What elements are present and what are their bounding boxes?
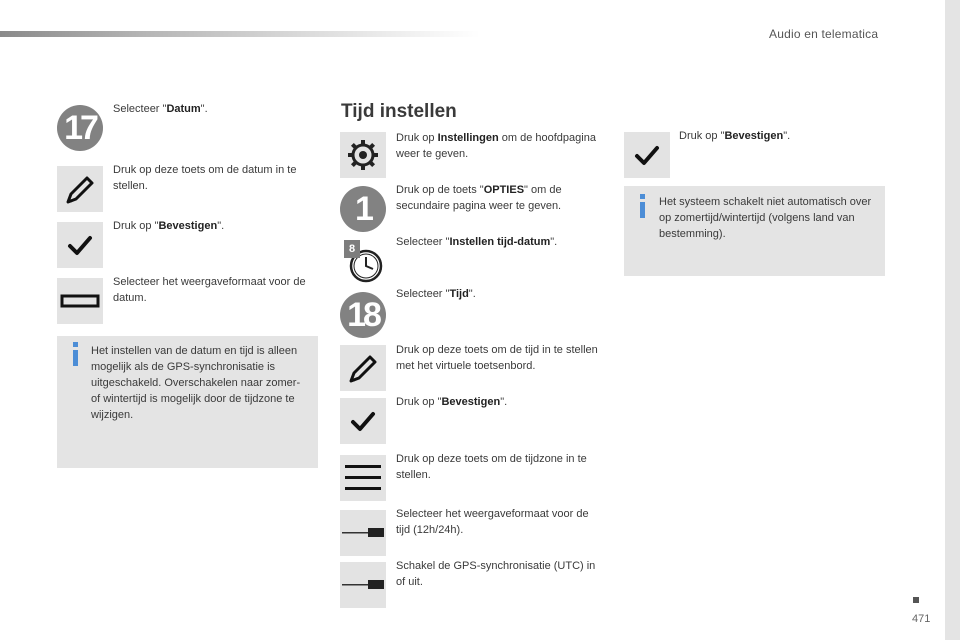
- page-number: 471: [912, 613, 931, 625]
- step-17-badge: 17: [57, 105, 103, 151]
- options-text: Druk op de toets "OPTIES" om de secundaire pagina weer te geven.: [396, 184, 562, 212]
- pencil-icon: [63, 172, 97, 206]
- settings-text: Druk op Instellingen om de hoofdpagina weer te geven.: [396, 132, 596, 160]
- info-icon: [640, 202, 645, 218]
- time-set-text: Druk op deze toets om de tijd in te stellen met het virtuele toetsenbord.: [396, 344, 598, 372]
- menu-number-badge: 8: [344, 240, 360, 258]
- step-17-text: Selecteer "Datum".: [113, 103, 208, 115]
- date-format-text: Selecteer het weergaveformaat voor de datum.: [113, 276, 306, 304]
- timezone-text: Druk op deze toets om de tijdzone in te stellen.: [396, 453, 587, 481]
- section-title: Tijd instellen: [341, 101, 457, 122]
- toggle-icon: [341, 527, 385, 539]
- list-icon: [344, 463, 382, 493]
- confirm-button[interactable]: [57, 222, 103, 268]
- checkmark-icon: [634, 144, 660, 166]
- page-marker: [913, 597, 919, 603]
- step-18-badge: 18: [340, 292, 386, 338]
- settings-button[interactable]: [340, 132, 386, 178]
- step-1-badge: 1: [340, 186, 386, 232]
- confirm-final-button[interactable]: [624, 132, 670, 178]
- time-format-text: Selecteer het weergaveformaat voor de tijd (12h/24h).: [396, 508, 589, 536]
- select-time-date-text: Selecteer "Instellen tijd-datum".: [396, 236, 558, 248]
- time-info-text: Het systeem schakelt niet automatisch over op zomertijd/wintertijd (volgens land van bestemming).: [659, 196, 872, 240]
- checkmark-icon: [67, 234, 93, 256]
- select-time-text: Selecteer "Tijd".: [396, 288, 476, 300]
- gear-icon: [346, 138, 380, 172]
- checkmark-icon: [350, 410, 376, 432]
- header-title: Audio en telematica: [769, 27, 879, 41]
- date-info-box: [57, 336, 318, 468]
- pencil-button[interactable]: [57, 166, 103, 212]
- time-format-toggle[interactable]: [340, 510, 386, 556]
- format-button[interactable]: [57, 278, 103, 324]
- page-edge-strip: [945, 0, 960, 640]
- pencil-time-button[interactable]: [340, 345, 386, 391]
- info-icon: [73, 350, 78, 366]
- confirm-text: Druk op "Bevestigen".: [113, 220, 225, 232]
- time-date-button[interactable]: [340, 238, 386, 284]
- pencil-icon: [346, 351, 380, 385]
- gps-sync-text: Schakel de GPS-synchronisatie (UTC) in of uit.: [396, 560, 596, 588]
- format-bar-icon: [60, 294, 100, 308]
- header-gradient-bar: [0, 31, 480, 37]
- date-set-text: Druk op deze toets om de datum in te stellen.: [113, 164, 297, 192]
- confirm-time-button[interactable]: [340, 398, 386, 444]
- confirm-final-text: Druk op "Bevestigen".: [679, 130, 791, 142]
- time-info-box: [624, 186, 885, 276]
- confirm-time-text: Druk op "Bevestigen".: [396, 396, 508, 408]
- toggle-icon: [341, 579, 385, 591]
- date-info-text: Het instellen van de datum en tijd is alleen mogelijk als de GPS-synchronisatie is uitgeschakeld. Overschakelen naar zomer- of wintertijd is mogelijk door de tijdzone te wijzigen.: [91, 345, 301, 421]
- timezone-button[interactable]: [340, 455, 386, 501]
- gps-sync-toggle[interactable]: [340, 562, 386, 608]
